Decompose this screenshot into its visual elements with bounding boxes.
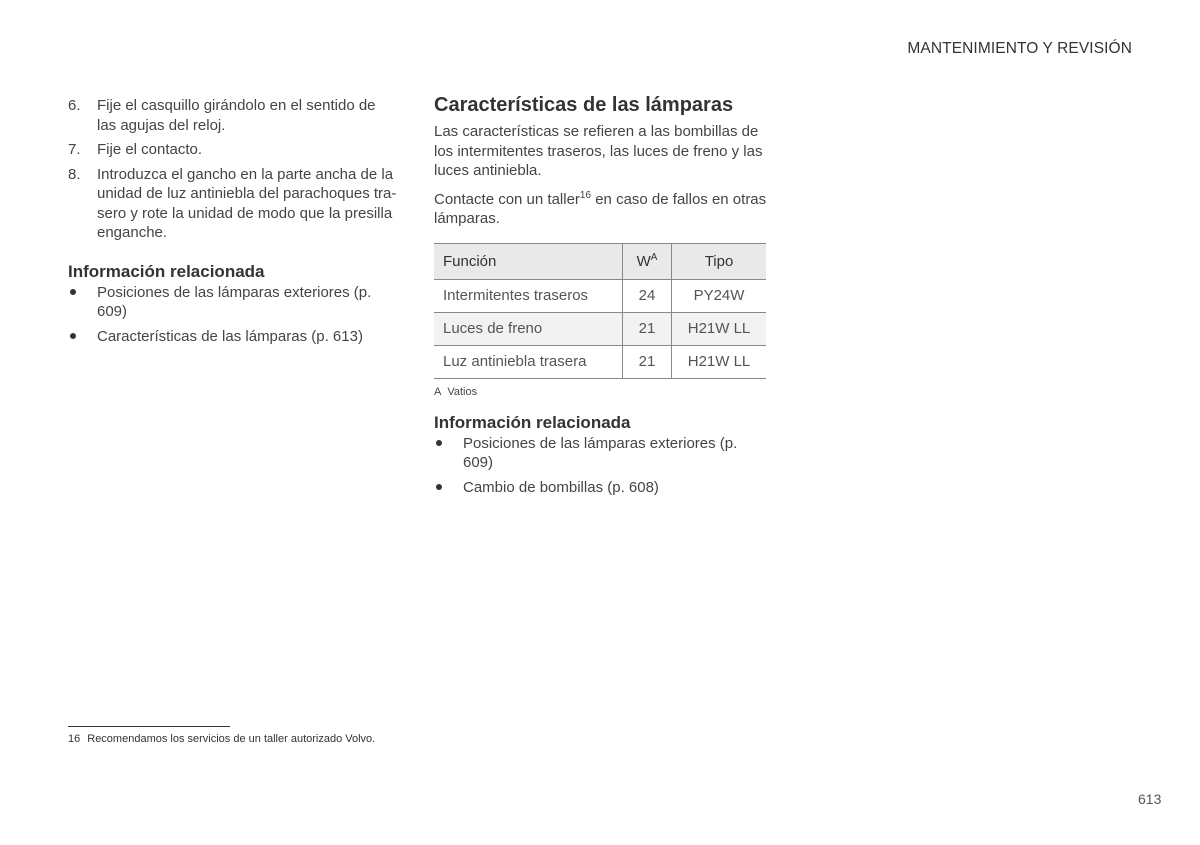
- related-link-text[interactable]: Posiciones de las lámparas exteriores (p. 609): [97, 283, 372, 320]
- step-text: Fije el contacto.: [97, 141, 203, 158]
- header-watts-note: A: [650, 251, 658, 263]
- table-footnote-text: Vatios: [447, 385, 478, 398]
- related-info-heading: Información relacionada: [68, 261, 265, 281]
- section-title: Características de las lámparas: [434, 94, 734, 116]
- cell-type: PY24W: [672, 279, 767, 312]
- bullet-icon: [68, 327, 97, 347]
- step-number: 8.: [68, 165, 81, 183]
- procedure-steps: [68, 96, 398, 243]
- page-footnote: [68, 733, 375, 745]
- table-header-row: [434, 243, 766, 279]
- header-watts-label: W: [636, 252, 651, 270]
- related-link-item[interactable]: [68, 327, 398, 347]
- cell-watts: 24: [623, 279, 672, 312]
- cell-function: Luces de freno: [434, 312, 623, 345]
- footnote-text: Recomendamos los servicios de un taller autorizado Volvo.: [87, 733, 376, 745]
- table-row: [434, 279, 766, 312]
- header-function: Función: [434, 243, 623, 279]
- bullet-icon: [434, 434, 463, 473]
- workshop-paragraph: [434, 190, 767, 229]
- related-links-list: [434, 434, 767, 498]
- intro-paragraph: Las características se refieren a las bombillas de los intermitentes traseros, las luces de freno y las luces antiniebla.: [434, 123, 763, 179]
- cell-function: Intermitentes traseros: [434, 279, 623, 312]
- cell-function: Luz antiniebla trasera: [434, 345, 623, 378]
- cell-watts: 21: [623, 312, 672, 345]
- table-footnote-mark: A: [434, 385, 442, 398]
- workshop-text-end: en caso de fallos en otras lámparas.: [434, 190, 767, 227]
- step-item: [68, 140, 398, 160]
- left-column: [68, 96, 398, 351]
- step-text: Introduzca el gancho en la parte ancha de la unidad de luz antiniebla del parachoques trasero y rote la unidad de modo que la presilla enganche.: [97, 165, 397, 241]
- lamp-specs-table: [434, 243, 766, 379]
- related-info-heading: Información relacionada: [434, 412, 631, 432]
- table-footnote: [434, 386, 767, 398]
- table-row: [434, 345, 766, 378]
- bullet-icon: [68, 283, 97, 322]
- footnote-number: 16: [68, 733, 81, 745]
- footnote-ref[interactable]: 16: [579, 189, 592, 201]
- header-type: Tipo: [672, 243, 767, 279]
- related-link-item[interactable]: [434, 434, 767, 473]
- right-column: [434, 93, 767, 502]
- related-link-item[interactable]: [68, 283, 398, 322]
- cell-watts: 21: [623, 345, 672, 378]
- section-header: MANTENIMIENTO Y REVISIÓN: [907, 40, 1132, 57]
- related-link-item[interactable]: [434, 478, 767, 498]
- step-number: 6.: [68, 97, 81, 114]
- related-info-left: [68, 261, 398, 347]
- step-item: [68, 96, 398, 135]
- related-link-text[interactable]: Características de las lámparas (p. 613): [97, 327, 363, 345]
- step-item: [68, 165, 398, 243]
- workshop-text-start: Contacte con un taller: [434, 190, 580, 208]
- related-link-text[interactable]: Posiciones de las lámparas exteriores (p. 609): [463, 434, 738, 471]
- header-watts: [623, 243, 672, 279]
- cell-type: H21W LL: [672, 345, 767, 378]
- table-row: [434, 312, 766, 345]
- step-text: Fije el casquillo girándolo en el sentido de las agujas del reloj.: [97, 97, 376, 134]
- related-links-list: [68, 283, 398, 347]
- related-info-right: [434, 412, 767, 498]
- cell-type: H21W LL: [672, 312, 767, 345]
- bullet-icon: [434, 478, 463, 498]
- related-link-text[interactable]: Cambio de bombillas (p. 608): [463, 478, 659, 496]
- page-number: 613: [1138, 791, 1162, 807]
- step-number: 7.: [68, 141, 81, 158]
- footnote-divider: [68, 726, 230, 727]
